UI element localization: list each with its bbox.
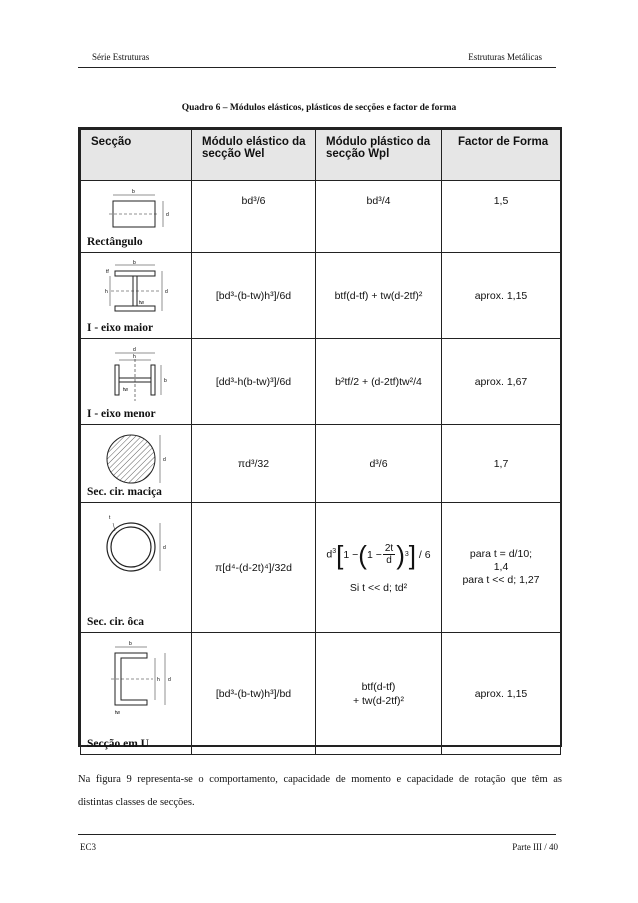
table-row [81, 253, 561, 339]
svg-text:tw: tw [115, 710, 120, 716]
u-channel-diagram [101, 639, 181, 719]
wpl-formula: $d^3$ [ 1 − ( 1 − $\frac{2t}{d}$ ) 3 ] / 6 [326, 539, 431, 570]
table-header-row [81, 130, 561, 181]
footer-left: EC3 [80, 842, 97, 852]
svg-text:b: b [164, 378, 167, 384]
wpl-cell [316, 633, 442, 755]
svg-text:d: d [165, 289, 168, 295]
forma-cell: aprox. 1,67 [442, 339, 561, 425]
wel-cell: [bd³-(b-tw)h³]/bd [192, 633, 316, 755]
forma-cell: 1,5 [442, 181, 561, 253]
svg-text:d: d [163, 545, 166, 551]
header-rule [78, 67, 556, 68]
svg-text:b: b [133, 260, 136, 266]
svg-text:d: d [163, 457, 166, 463]
table-row [81, 181, 561, 253]
svg-text:d: d [168, 677, 171, 683]
forma-cell: aprox. 1,15 [442, 633, 561, 755]
wpl-cell: d³/6 [316, 425, 442, 503]
section-name: Rectângulo [87, 236, 143, 248]
svg-text:tw: tw [139, 300, 144, 306]
header-wpl [316, 130, 442, 181]
section-name: Secção em U [87, 738, 149, 750]
section-name: Sec. cir. maciça [87, 486, 162, 498]
header-left: Série Estruturas [92, 52, 150, 62]
svg-text:tf: tf [106, 269, 109, 275]
rectangle-section-diagram [101, 187, 181, 237]
forma-line1: para t = d/10; [469, 548, 533, 560]
footer-rule [78, 834, 556, 835]
forma-line2: 1,4 [493, 561, 509, 573]
header-wpl-line2: secção Wpl [326, 148, 390, 160]
svg-text:b: b [132, 189, 135, 195]
svg-text:tw: tw [123, 387, 128, 393]
table-row [81, 503, 561, 633]
svg-text:b: b [129, 641, 132, 647]
header-wel-line1: Módulo elástico da [202, 136, 306, 148]
table-row [81, 425, 561, 503]
header-right: Estruturas Metálicas [468, 52, 542, 62]
wel-cell: π[d⁴-(d-2t)⁴]/32d [192, 503, 316, 633]
solid-circle-diagram [101, 431, 181, 487]
section-cell [81, 253, 192, 339]
footer-right: Parte III / 40 [512, 842, 558, 852]
section-name: I - eixo maior [87, 322, 154, 334]
wpl-cell: btf(d-tf) + tw(d-2tf)² [316, 253, 442, 339]
forma-cell [442, 503, 561, 633]
section-cell [81, 425, 192, 503]
body-paragraph [78, 768, 562, 814]
svg-text:h: h [105, 289, 108, 295]
wel-cell: [bd³-(b-tw)h³]/6d [192, 253, 316, 339]
section-cell [81, 181, 192, 253]
wel-cell: bd³/6 [192, 181, 316, 253]
header-seccao: Secção [81, 130, 192, 181]
table-row [81, 633, 561, 755]
forma-line3: para t << d; 1,27 [462, 574, 540, 586]
i-beam-major-diagram [101, 259, 181, 321]
paragraph-line2: distintas classes de secções. [78, 797, 195, 808]
svg-text:d: d [133, 347, 136, 353]
svg-text:h: h [157, 677, 160, 683]
header-forma: Factor de Forma [442, 130, 561, 181]
section-cell [81, 339, 192, 425]
wpl-note: Si t << d; td² [349, 581, 408, 594]
hollow-circle-diagram [101, 509, 181, 579]
wel-cell: [dd³-h(b-tw)³]/6d [192, 339, 316, 425]
wpl-line2: + tw(d-2tf)² [352, 694, 405, 707]
wpl-cell: bd³/4 [316, 181, 442, 253]
forma-cell: aprox. 1,15 [442, 253, 561, 339]
section-name: Sec. cir. ôca [87, 616, 145, 628]
svg-text:h: h [133, 354, 136, 360]
header-wpl-line1: Módulo plástico da [326, 136, 431, 148]
wel-cell: πd³/32 [192, 425, 316, 503]
section-cell [81, 503, 192, 633]
svg-text:d: d [166, 212, 169, 218]
section-cell [81, 633, 192, 755]
forma-cell: 1,7 [442, 425, 561, 503]
table-row [81, 339, 561, 425]
table-caption: Quadro 6 – Módulos elásticos, plásticos de secções e factor de forma [181, 103, 457, 113]
header-wel-line2: secção Wel [202, 148, 265, 160]
svg-text:t: t [109, 515, 111, 521]
section-table [78, 127, 562, 750]
paragraph-line1: Na figura 9 representa-se o comportamento, capacidade de momento e capacidade de rotação que têm as [78, 774, 562, 785]
header-wel [192, 130, 316, 181]
wpl-line1: btf(d-tf) [361, 680, 396, 693]
i-beam-minor-diagram [101, 345, 181, 407]
wpl-cell: b²tf/2 + (d-2tf)tw²/4 [316, 339, 442, 425]
section-name: I - eixo menor [87, 408, 156, 420]
wpl-cell [316, 503, 442, 633]
